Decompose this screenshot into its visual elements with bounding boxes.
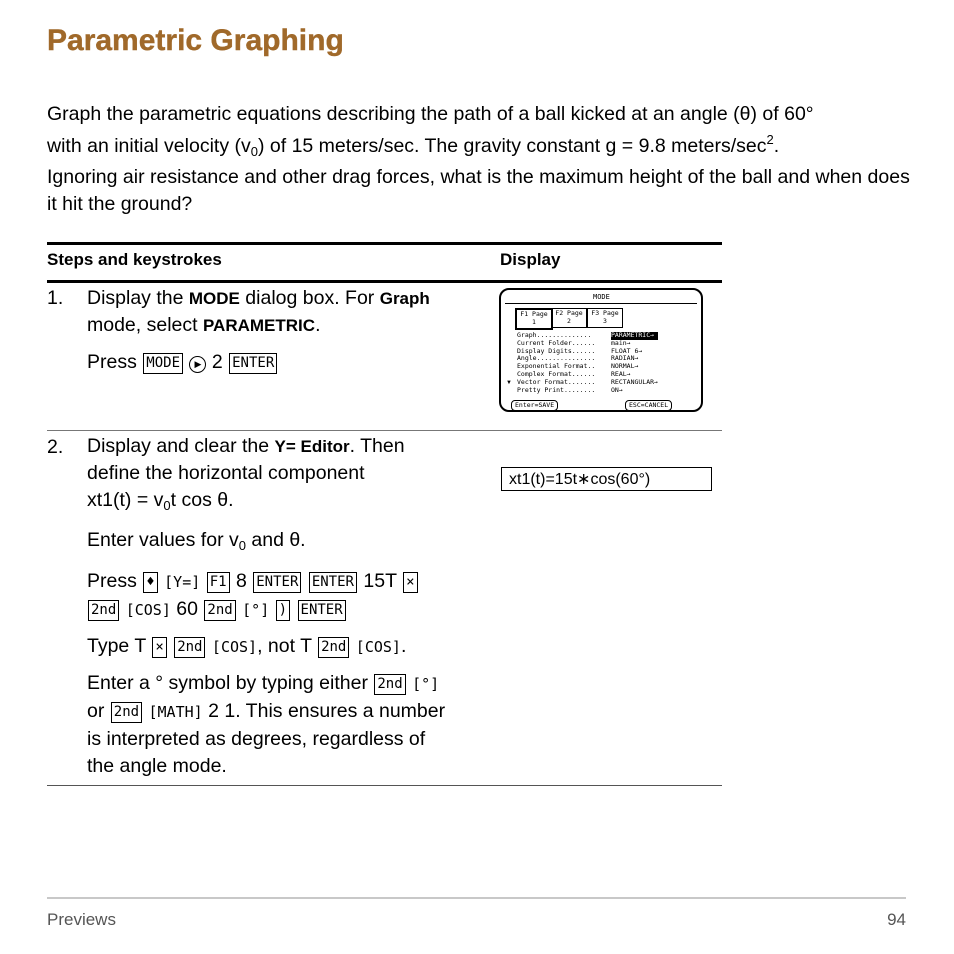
right-paren-key: ) [276, 600, 290, 621]
page-title: Parametric Graphing [47, 24, 344, 57]
screen-enter-save-button: Enter=SAVE [511, 400, 558, 411]
step-2-type-hint: Type T × 2nd [COS], not T 2nd [COS]. [87, 635, 407, 657]
enter-key: ENTER [309, 572, 357, 593]
step-2-keystrokes: Press ♦ [Y=] F1 8 ENTER ENTER 15T × 2nd [COS] 60 2nd [°] ) ENTER [87, 568, 419, 624]
right-arrow-icon: ▶ [189, 356, 206, 373]
second-key: 2nd [374, 674, 405, 695]
step-divider [47, 430, 722, 431]
step-2-text: Display and clear the Y= Editor. Then define the horizontal component $xt1(t) = v_0t$ cos θ. [87, 435, 405, 513]
step-1-keystrokes: Press MODE ▶ 2 ENTER [87, 349, 278, 376]
intro-paragraph [47, 100, 917, 218]
page-number: 94 [887, 910, 906, 929]
screen-title: MODE [593, 293, 610, 301]
xt1-display-box: xt1(t)=15t∗cos(60°) [501, 467, 712, 491]
step-2-enter-values: Enter values for $v_0$ and θ. [87, 529, 306, 553]
step-2-number: 2. [47, 436, 64, 458]
footer-rule [47, 897, 906, 899]
header-display: Display [500, 250, 561, 269]
intro-line-1: Graph the parametric equations describing the path of a ball kicked at an angle (θ) of 60° [47, 103, 814, 125]
diamond-key: ♦ [143, 572, 157, 593]
screen-scroll-arrow-icon: ▼ [506, 380, 512, 386]
step-2-degree-note: Enter a ° symbol by typing either 2nd [°] or 2nd [MATH] 2 1. This ensures a number is interpreted as degrees, regardless of the angle mode. [87, 672, 446, 777]
intro-line-3: Ignoring air resistance and other drag forces, what is the maximum height of the ball and when does it hit the ground? [47, 166, 910, 215]
second-key: 2nd [318, 637, 349, 658]
header-steps: Steps and keystrokes [47, 250, 222, 269]
screen-option-labels: Graph.............. Current Folder...... Display Digits...... Angle............... Exponential Format.. Complex Format...... Vector Format....... Pretty Print........ [517, 331, 596, 394]
step-1-number: 1. [47, 287, 64, 309]
screen-divider [505, 303, 697, 304]
times-key: × [152, 637, 166, 658]
screen-tab-page-3: F3 Page 3 [587, 308, 623, 328]
step-1-text: Display the MODE dialog box. For Graph mode, select PARAMETRIC. [87, 287, 430, 336]
second-key: 2nd [204, 600, 235, 621]
mode-key: MODE [143, 353, 183, 374]
table-header-rule [47, 280, 722, 283]
times-key: × [403, 572, 417, 593]
screen-tab-page-2: F2 Page 2 [551, 308, 587, 328]
second-key: 2nd [174, 637, 205, 658]
f1-key: F1 [207, 572, 230, 593]
intro-line-2: with an initial velocity $(v_0)$ of 15 meters/sec. The gravity constant g = 9.8 meters/$\sec^2$. [47, 132, 780, 159]
enter-key: ENTER [229, 353, 277, 374]
mode-dialog-screenshot [499, 288, 703, 412]
screen-option-values: PARAMETRIC→ main→ FLOAT 6→ RADIAN→ NORMAL→ REAL→ RECTANGULAR→ ON→ [611, 331, 658, 394]
screen-esc-cancel-button: ESC=CANCEL [625, 400, 672, 411]
second-key: 2nd [88, 600, 119, 621]
enter-key: ENTER [253, 572, 301, 593]
screen-tab-page-1: F1 Page 1 [515, 308, 553, 330]
table-top-rule [47, 242, 722, 245]
second-key: 2nd [111, 702, 142, 723]
table-bottom-rule [47, 785, 722, 786]
enter-key: ENTER [298, 600, 346, 621]
footer-section: Previews [47, 910, 116, 929]
